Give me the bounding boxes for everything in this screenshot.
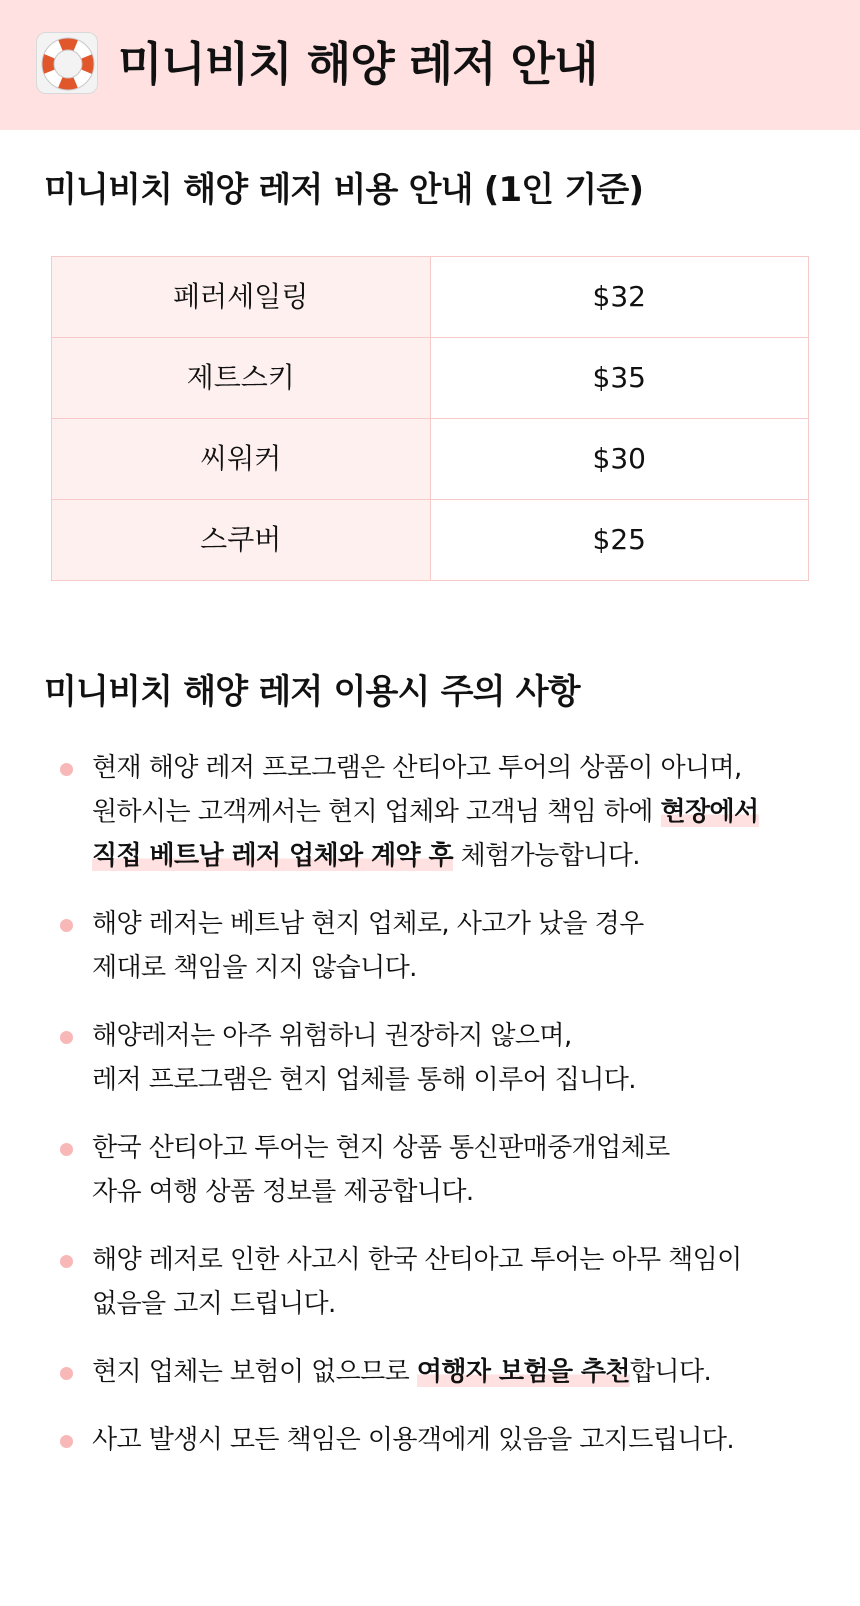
bullet-dot-icon (60, 1031, 73, 1044)
activity-price: $32 (430, 257, 809, 338)
activity-name: 제트스키 (52, 338, 431, 419)
price-section-title: 미니비치 해양 레저 비용 안내 (1인 기준) (44, 170, 644, 210)
list-item (60, 1350, 820, 1394)
notice-text: 현재 해양 레저 프로그램은 산티아고 투어의 상품이 아니며, (92, 753, 742, 783)
notice-text: 해양 레저로 인한 사고시 한국 산티아고 투어는 아무 책임이 (92, 1245, 742, 1275)
lifebuoy-icon (36, 32, 98, 94)
activity-price: $35 (430, 338, 809, 419)
list-item (60, 1014, 820, 1102)
bullet-dot-icon (60, 763, 73, 776)
notice-text: 레저 프로그램은 현지 업체를 통해 이루어 집니다. (92, 1065, 636, 1095)
notice-text: 제대로 책임을 지지 않습니다. (92, 953, 417, 983)
activity-price: $25 (430, 500, 809, 581)
notice-highlight: 직접 베트남 레저 업체와 계약 후 (92, 841, 453, 871)
table-row (52, 419, 809, 500)
notice-highlight: 현장에서 (660, 797, 759, 827)
price-table (51, 256, 809, 581)
notice-text: 해양 레저는 베트남 현지 업체로, 사고가 났을 경우 (92, 909, 644, 939)
activity-price: $30 (430, 419, 809, 500)
list-item (60, 1238, 820, 1326)
notice-text: 체험가능합니다. (452, 841, 640, 871)
table-row (52, 257, 809, 338)
notice-text: 해양레저는 아주 위험하니 권장하지 않으며, (92, 1021, 572, 1051)
notice-section-title: 미니비치 해양 레저 이용시 주의 사항 (44, 672, 580, 712)
notice-text: 현지 업체는 보험이 없으므로 (92, 1357, 417, 1387)
page-title: 미니비치 해양 레저 안내 (118, 37, 598, 91)
bullet-dot-icon (60, 919, 73, 932)
table-row (52, 500, 809, 581)
page-header (0, 0, 860, 130)
notice-list (60, 746, 820, 1462)
notice-text: 자유 여행 상품 정보를 제공합니다. (92, 1177, 474, 1207)
bullet-dot-icon (60, 1435, 73, 1448)
bullet-dot-icon (60, 1367, 73, 1380)
list-item (60, 1126, 820, 1214)
activity-name: 페러세일링 (52, 257, 431, 338)
list-item (60, 746, 820, 878)
notice-text: 한국 산티아고 투어는 현지 상품 통신판매중개업체로 (92, 1133, 670, 1163)
notice-highlight: 여행자 보험을 추천 (416, 1357, 630, 1387)
notice-text: 없음을 고지 드립니다. (92, 1289, 336, 1319)
notice-text: 원하시는 고객께서는 현지 업체와 고객님 책임 하에 (92, 797, 661, 827)
table-row (52, 338, 809, 419)
activity-name: 스쿠버 (52, 500, 431, 581)
notice-text: 사고 발생시 모든 책임은 이용객에게 있음을 고지드립니다. (92, 1425, 735, 1455)
list-item (60, 902, 820, 990)
list-item (60, 1418, 820, 1462)
activity-name: 씨워커 (52, 419, 431, 500)
notice-text: 합니다. (629, 1357, 712, 1387)
bullet-dot-icon (60, 1143, 73, 1156)
bullet-dot-icon (60, 1255, 73, 1268)
